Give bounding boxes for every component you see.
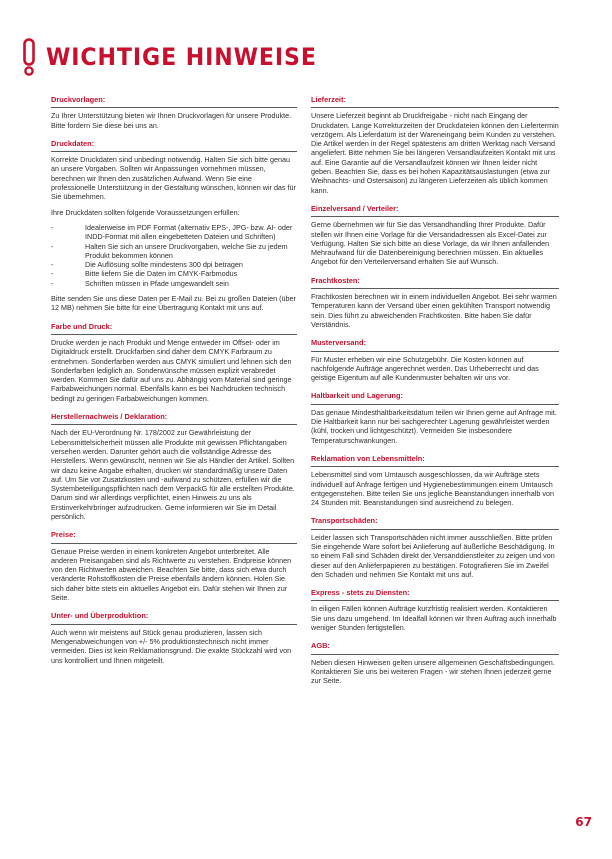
page-header: [20, 38, 340, 76]
list-item: [51, 260, 297, 269]
section-paragraph: Ihre Druckdaten sollten folgende Voraussetzungen erfüllen:: [51, 207, 240, 217]
list-item: [51, 279, 297, 288]
section-paragraph: Zu Ihrer Unterstützung bieten wir Ihnen Druckvorlagen für unsere Produkte. Bitte fordern Sie diese bei uns an.: [51, 111, 292, 130]
section-title: Einzelversand / Verteiler:: [311, 204, 559, 217]
section-farbe-und-druck: [51, 322, 297, 403]
dash-bullet: -: [51, 222, 54, 232]
section-reklamation-von-lebensmitteln: [311, 454, 559, 507]
list-item-text: Idealerweise im PDF Format (alternativ EPS-, JPG- bzw. AI- oder INDD-Format mit allen eingebetteten Dateien und Schriften): [85, 222, 293, 242]
section-paragraph: Lebensmittel sind vom Umtausch ausgeschlossen, da wir Aufträge stets individuell auf Anfrage fertigen und Hygienebestimmungen einem Umtausch entgegenstehen. Bitte teilen Sie uns jegliche Beanstandungen innerhalb von 24 Stunden mit. Beanstandungen sind ausreichend zu belegen.: [311, 470, 554, 508]
page-title: WICHTIGE HINWEISE: [46, 43, 317, 71]
section-paragraph: Genaue Preise werden in einem konkreten Angebot unterbreitet. Alle anderen Preisangaben sind als Richtwerte zu verstehen. Endpreise können von den Richtwerten abweichen. Beachten Sie bitte, dass sich etwa durch veränderte Rohstoffkosten die Preise ebenfalls ändern können. Holen Sie sich daher bitte stets ein aktuelles Angebot ein. Dafür stehen wir Ihnen zur Seite.: [51, 546, 292, 603]
section-haltbarkeit-und-lagerung: [311, 391, 559, 444]
section-druckvorlagen: [51, 95, 297, 130]
section-paragraph: In eiligen Fällen können Aufträge kurzfristig realisiert werden. Kontaktieren Sie uns dazu umgehend. Im Idealfall können wir Ihren Auftrag auch innerhalb weniger Stunden fertigstellen.: [311, 604, 557, 633]
list-item: [51, 242, 297, 261]
section-paragraph: Auch wenn wir meistens auf Stück genau produzieren, lassen sich Mengenabweichungen von +/- 5% produktionstechnisch nicht immer vermeiden. Dies ist kein Reklamationsgrund. Die exakte Stückzahl wird von uns kontrolliert und Ihnen mitgeteilt.: [51, 627, 292, 665]
section-paragraph: Frachtkosten berechnen wir in einem individuellen Angebot. Bei sehr warmen Temperaturen kann der Versand über einen gekühlten Transport notwendig sein. Dies führt zu abweichenden Frachtkosten. Bitte haben Sie dafür Verständnis.: [311, 292, 557, 329]
list-item-text: Schriften müssen in Pfade umgewandelt sein: [85, 278, 229, 288]
section-paragraph: Unsere Lieferzeit beginnt ab Druckfreigabe - nicht nach Eingang der Druckdaten. Lange Korrekturzeiten der Druckdateien können den Liefertermin verzögern. Als Lieferdatum ist der Wareneingang beim Kunden zu verstehen. Die Artikel werden in der Regel spätestens am dritten Werktag nach Versand angeliefert. Bitte nehmen Sie bei längeren Versandlaufzeiten Kontakt mit uns auf. Eine Garantie auf die Versandlaufzeit können wir Ihnen leider nicht geben. Beachten Sie, dass es bei hohen Kapazitätsauslastungen (etwa zur Weihnachts- und Ostersaison) zu längeren Lieferzeiten als üblich kommen kann.: [311, 111, 559, 195]
section-title: Preise:: [51, 530, 297, 543]
section-herstellernachweis-deklaration: [51, 412, 297, 521]
section-title: Frachtkosten:: [311, 276, 559, 289]
requirements-list: [51, 223, 297, 288]
section-title: Musterversand:: [311, 338, 559, 351]
section-title: AGB:: [311, 641, 559, 654]
section-paragraph: Leider lassen sich Transportschäden nicht immer ausschließen. Bitte prüfen Sie eingehende Ware sofort bei Anlieferung auf äußerliche Beschädigung. In so einem Fall sind Schäden direkt der Versanddienstleiter zu zeigen und von dieser auf den Anlieferpapieren zu bestätigen. Fotografieren Sie im Zweifel den Schaden und nehmen Sie Kontakt mit uns auf.: [311, 532, 555, 579]
right-column: [311, 95, 559, 695]
section-druckdaten: [51, 139, 297, 313]
section-unter-und-ueberproduktion: [51, 611, 297, 664]
section-title: Transportschäden:: [311, 516, 559, 529]
section-paragraph: Korrekte Druckdaten sind unbedingt notwendig. Halten Sie sich bitte genau an unsere Vorgaben. Sollten wir Anpassungen vornehmen müssen, berechnen wir Ihnen den zusätzlichen Aufwand. Wenn Sie eine professionelle Unterstützung in der Gestaltung wünschen, können wir das für Sie übernehmen.: [51, 155, 296, 202]
section-title: Haltbarkeit und Lagerung:: [311, 391, 559, 404]
list-item: [51, 269, 297, 278]
dash-bullet: -: [51, 241, 54, 251]
section-title: Herstellernachweis / Deklaration:: [51, 412, 297, 425]
left-column: [51, 95, 297, 674]
section-paragraph: Neben diesen Hinweisen gelten unsere allgemeinen Geschäftsbedingungen. Kontaktieren Sie uns bei weiteren Fragen - wir stehen Ihnen jederzeit gerne zur Seite.: [311, 657, 555, 686]
section-express-stets-zu-diensten: [311, 588, 559, 632]
list-item: [51, 223, 297, 242]
exclamation-icon: [20, 38, 38, 76]
section-lieferzeit: [311, 95, 559, 195]
dash-bullet: -: [51, 260, 54, 270]
section-paragraph: Drucke werden je nach Produkt und Menge entweder im Offset- oder im Digitaldruck erstellt. Druckfarben sind daher dem CMYK Farbraum zu entnehmen. Sonderfarben werden aus CMYK simuliert und lehnen sich den Sonderfarben lediglich an. Sonderwünsche müssen explizit verabredet werden. Kommen Sie dafür auf uns zu. Abhängig vom Material sind geringe Farbabweichungen normal. Ebenfalls kann es bei Nachdrucken technisch bedingt zu geringen Farbabweichungen kommen.: [51, 337, 292, 403]
list-item-text: Die Auflösung sollte mindestens 300 dpi betragen: [85, 260, 243, 270]
section-frachtkosten: [311, 276, 559, 329]
section-title: Farbe und Druck:: [51, 322, 297, 335]
section-title: Druckdaten:: [51, 139, 297, 152]
section-title: Lieferzeit:: [311, 95, 559, 108]
section-preise: [51, 530, 297, 602]
section-paragraph: Nach der EU-Verordnung Nr. 178/2002 zur Gewährleistung der Lebensmittelsicherheit müssen alle Produkte mit gewissen Pflichtangaben versehen werden. Darunter gehört auch die vollständige Adresse des Herstellers. Wenn gewünscht, nennen wir Sie als Händler der Artikel. Sollten wir dazu keine Angabe erhalten, drucken wir standardmäßig unsere Daten auf. Um Sie vor Zusatzkosten und -aufwand zu schützen, erfüllen wir die Systembeteiligungspflichten nach dem VerpackG für alle erstellten Produkte. Darum sind wir allerdings verpflichtet, einen Hinweis zu uns als Erstinverkehrbringer aufzudrucken. Gerne informieren wir Sie im Detail persönlich.: [51, 428, 295, 521]
dash-bullet: -: [51, 278, 54, 288]
section-transportschaeden: [311, 516, 559, 579]
section-agb: [311, 641, 559, 685]
dash-bullet: -: [51, 269, 54, 279]
section-title: Reklamation von Lebensmitteln:: [311, 454, 559, 467]
section-paragraph: Für Muster erheben wir eine Schutzgebühr. Die Kosten können auf nachfolgende Aufträge angerechnet werden. Das Urheberrecht und das geistige Eigentum auf alle Kundenmuster behalten wir uns vor.: [311, 354, 539, 383]
page-number: 67: [575, 815, 592, 829]
section-musterversand: [311, 338, 559, 382]
section-einzelversand-verteiler: [311, 204, 559, 267]
section-paragraph: Das genaue Mindesthaltbarkeitsdatum teilen wir Ihnen gerne auf Anfrage mit. Die Haltbarkeit kann nur bei sachgerechter Lagerung gewährleistet werden (kühl, trocken und lichtgeschützt). Vermeiden Sie insbesondere Temperaturschwankungen.: [311, 407, 557, 445]
section-title: Druckvorlagen:: [51, 95, 297, 108]
list-item-text: Halten Sie sich an unsere Druckvorgaben, welche Sie zu jedem Produkt bekommen können: [85, 241, 288, 260]
section-title: Unter- und Überproduktion:: [51, 611, 297, 624]
list-item-text: Bitte liefern Sie die Daten im CMYK-Farbmodus: [85, 269, 238, 279]
section-title: Express - stets zu Diensten:: [311, 588, 559, 601]
section-paragraph: Bitte senden Sie uns diese Daten per E-Mail zu. Bei zu großen Dateien (über 12 MB) nehmen Sie bitte für eine Übertragung Kontakt mit uns auf.: [51, 294, 296, 313]
section-paragraph: Gerne übernehmen wir für Sie das Versandhandling Ihrer Produkte. Dafür stellen wir Ihnen eine Vorlage für die Versandadressen als Excel-Datei zur Verfügung. Halten Sie sich bitte an diese Vorlage, da wir Ihnen anfallenden Mehraufwand für die Datenbereinigung berechnen müssen. Ein aktuelles Angebot für den Verteilerversand erhalten Sie auf Wunsch.: [311, 220, 550, 267]
